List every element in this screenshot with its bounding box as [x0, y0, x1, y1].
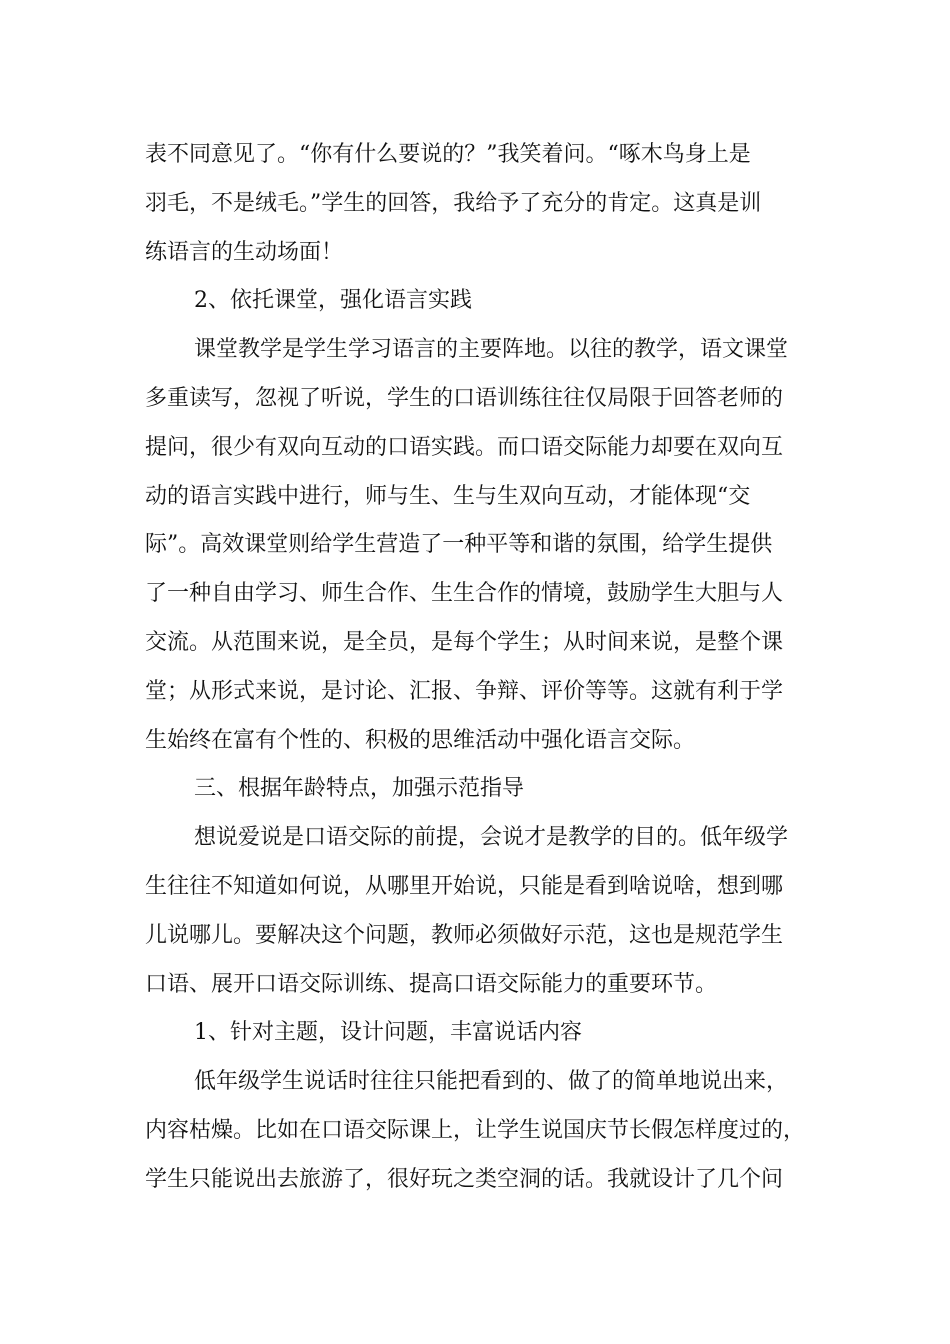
text-line: 儿说哪儿。要解决这个问题，教师必须做好示范，这也是规范学生: [145, 922, 784, 948]
text-line: 提问，很少有双向互动的口语实践。而口语交际能力却要在双向互: [145, 434, 784, 460]
text-line: 生往往不知道如何说，从哪里开始说，只能是看到啥说啥，想到哪: [145, 873, 784, 899]
body-text: [145, 131, 805, 1205]
text-line: 内容枯燥。比如在口语交际课上，让学生说国庆节长假怎样度过的，: [145, 1117, 805, 1143]
text-line: 学生只能说出去旅游了，很好玩之类空洞的话。我就设计了几个问: [145, 1166, 784, 1192]
text-line: 际”。高效课堂则给学生营造了一种平等和谐的氛围，给学生提供: [145, 532, 773, 558]
text-line: 多重读写，忽视了听说，学生的口语训练往往仅局限于回答老师的: [145, 385, 784, 411]
text-line: 课堂教学是学生学习语言的主要阵地。以往的教学，语文课堂: [194, 337, 789, 363]
text-line: 堂；从形式来说，是讨论、汇报、争辩、评价等等。这就有利于学: [145, 678, 784, 704]
section-heading: 1、针对主题，设计问题，丰富说话内容: [194, 1020, 582, 1046]
section-heading: 2、依托课堂，强化语言实践: [194, 288, 472, 314]
text-line: 表不同意见了。“你有什么要说的？”我笑着问。“啄木鸟身上是: [145, 142, 751, 167]
text-line: 动的语言实践中进行，师与生、生与生双向互动，才能体现“交: [145, 483, 751, 509]
text-line: 想说爱说是口语交际的前提，会说才是教学的目的。低年级学: [194, 825, 789, 851]
text-line: 低年级学生说话时往往只能把看到的、做了的简单地说出来，: [194, 1069, 789, 1095]
text-line: 交流。从范围来说，是全员，是每个学生；从时间来说，是整个课: [145, 629, 784, 655]
text-line: 口语、展开口语交际训练、提高口语交际能力的重要环节。: [145, 971, 718, 997]
text-line: 练语言的生动场面！: [145, 239, 344, 265]
text-line: 生始终在富有个性的、积极的思维活动中强化语言交际。: [145, 727, 696, 753]
text-line: 羽毛，不是绒毛。”学生的回答，我给予了充分的肯定。这真是训: [145, 190, 762, 216]
section-heading: 三、根据年龄特点，加强示范指导: [194, 776, 525, 802]
text-line: 了一种自由学习、师生合作、生生合作的情境，鼓励学生大胆与人: [145, 581, 784, 607]
